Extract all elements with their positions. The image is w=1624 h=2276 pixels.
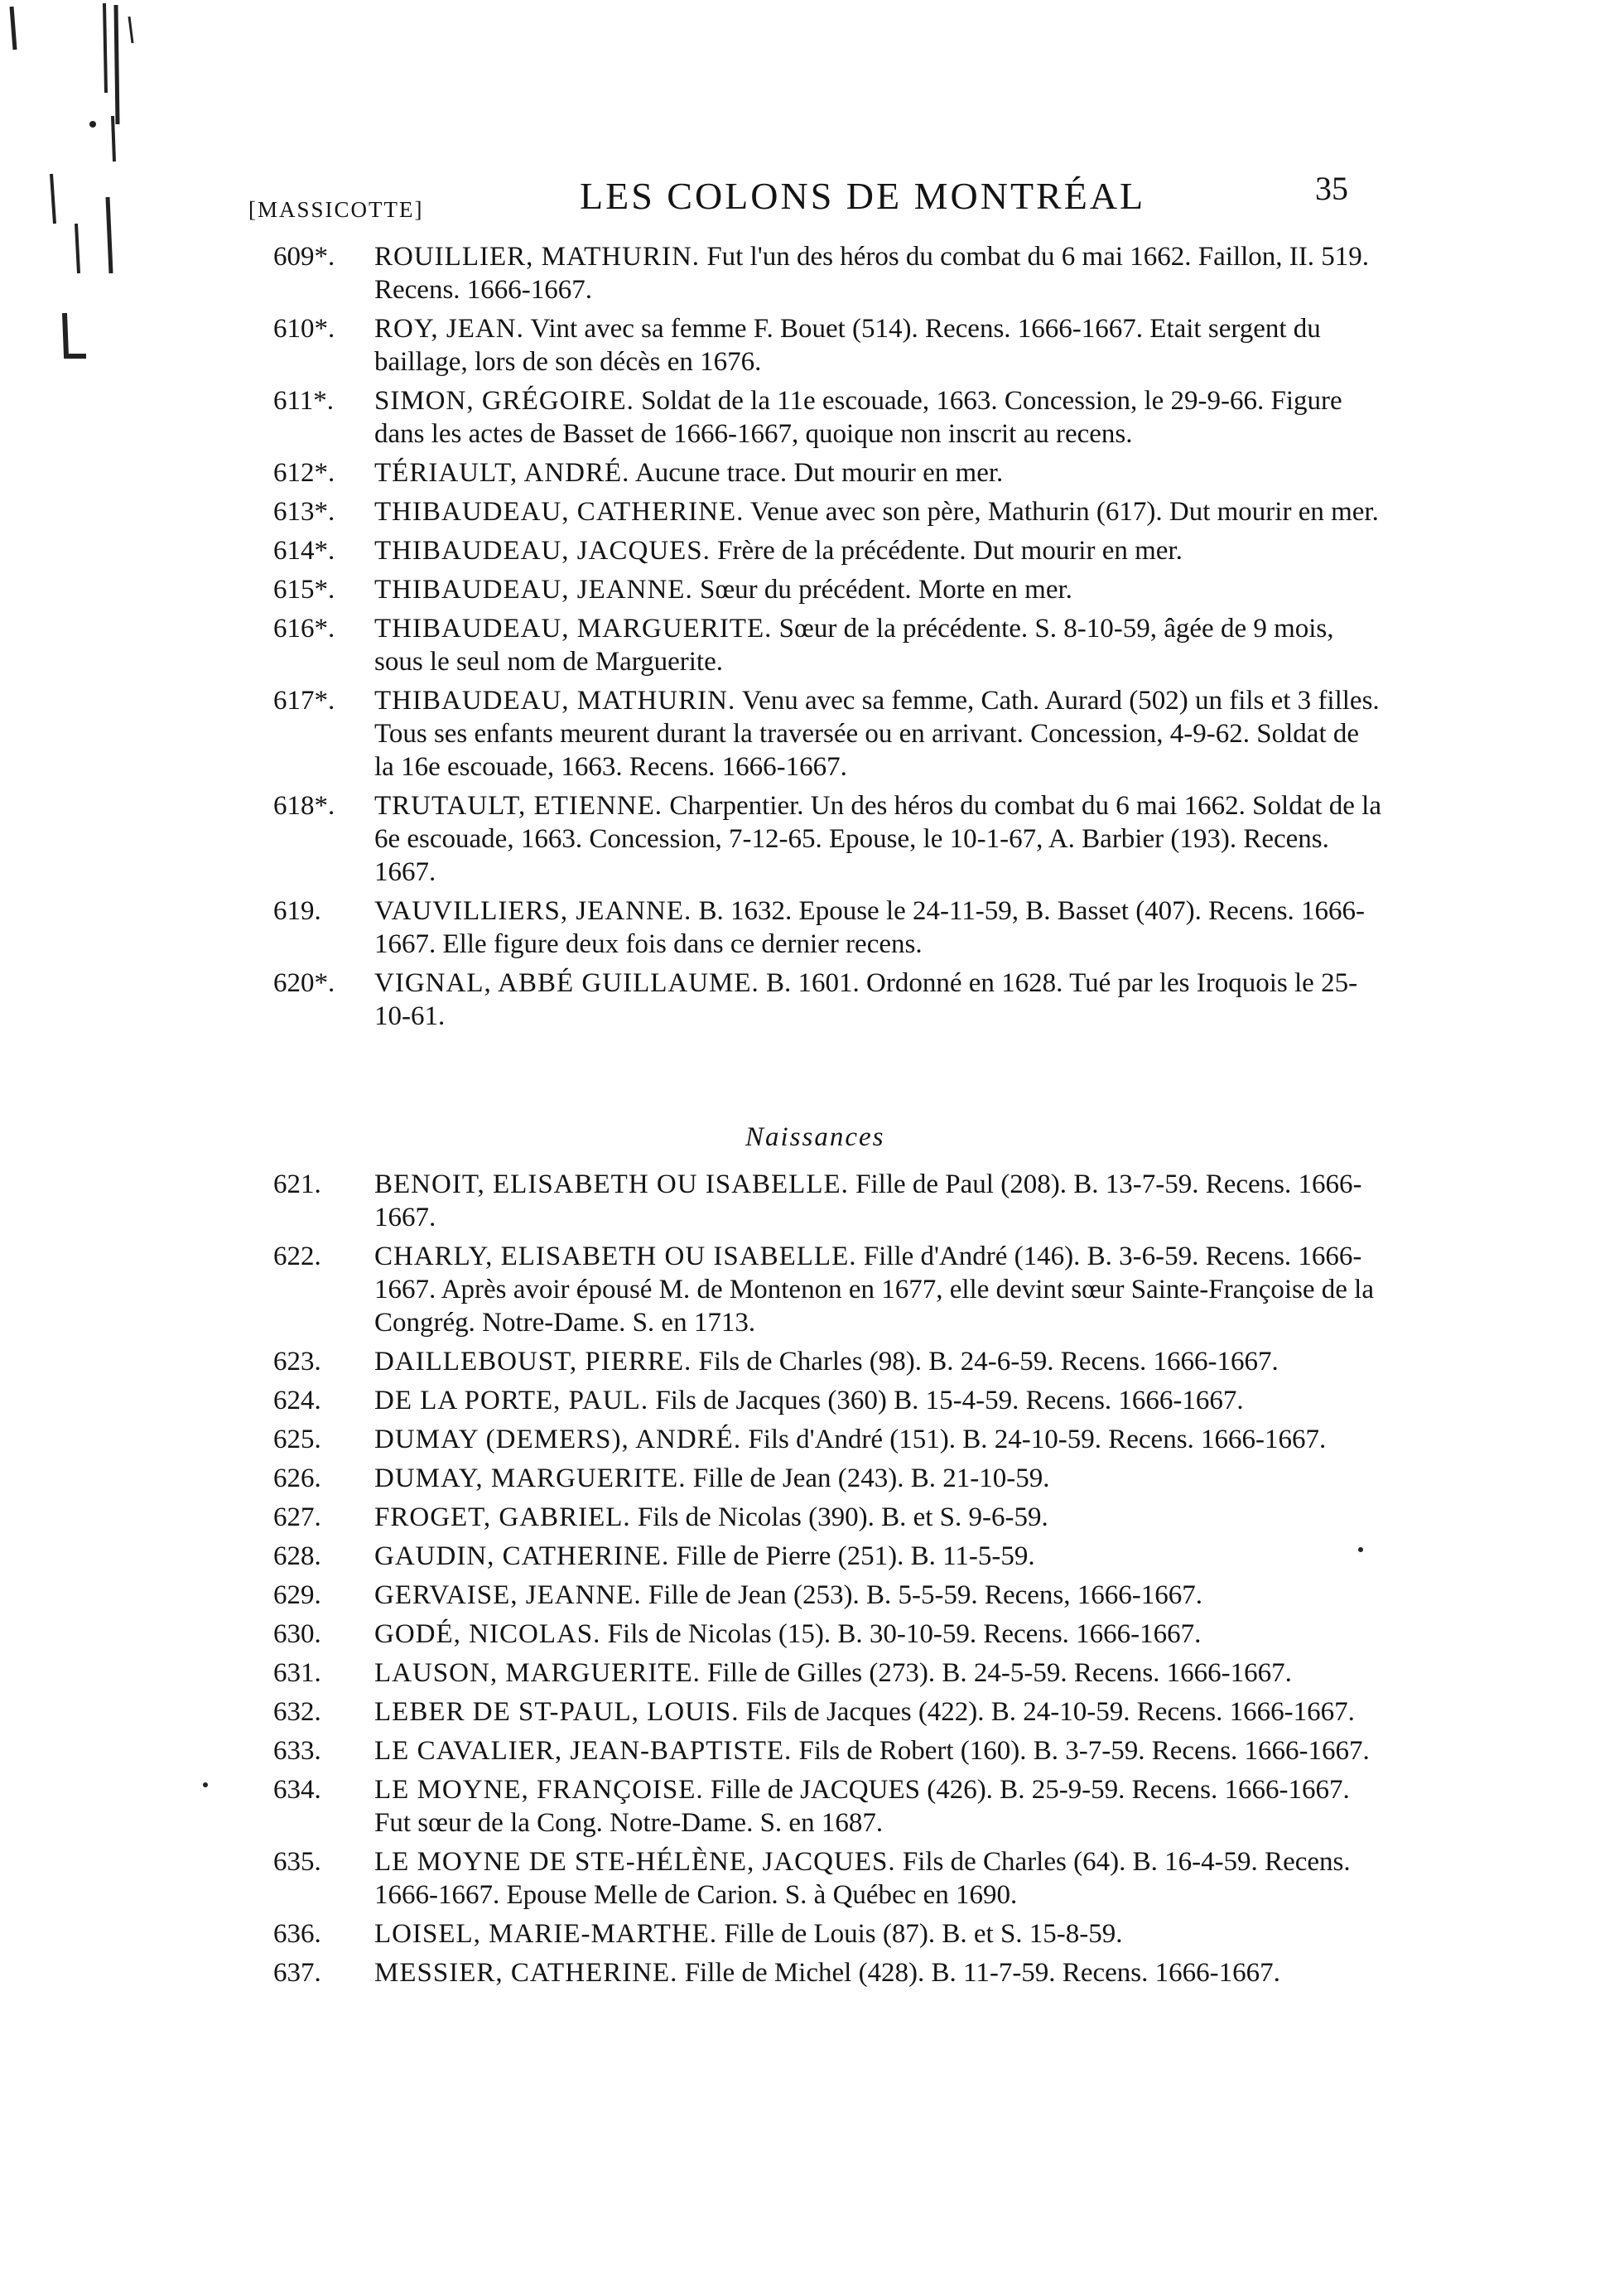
entry-text: Fille de Louis (87). B. et S. 15-8-59. [724, 1919, 1123, 1949]
entry-text: Fille de Gilles (273). B. 24-5-59. Recens. 1666-1667. [707, 1658, 1292, 1688]
entry-text: Fille d'André (146). B. 3-6-59. Recens. 1666-1667. Après avoir épousé M. de Montenon en 1677, elle devint sœur Sainte-Françoise de la Congrég. Notre-Dame. S. en 1713. [374, 1242, 1374, 1338]
entry-text: Fille de Michel (428). B. 11-7-59. Recens. 1666-1667. [684, 1958, 1280, 1988]
entry-number: 615*. [273, 575, 335, 605]
list-item [273, 1240, 1383, 1339]
entry-number: 635. [273, 1847, 321, 1877]
entry-name: GODÉ, NICOLAS. [374, 1619, 601, 1649]
list-item [273, 1734, 1383, 1767]
entry-text: Vint avec sa femme F. Bouet (514). Recens. 1666-1667. Etait sergent du baillage, lors de son décès en 1676. [374, 314, 1321, 377]
entry-name: GAUDIN, CATHERINE. [374, 1541, 670, 1571]
entry-text: Frère de la précédente. Dut mourir en mer. [717, 536, 1183, 566]
list-item [273, 1462, 1383, 1495]
list-item [273, 1579, 1383, 1612]
entry-name: BENOIT, ELISABETH OU ISABELLE. [374, 1169, 849, 1199]
entry-name: DUMAY, MARGUERITE. [374, 1463, 687, 1493]
entry-name: THIBAUDEAU, MARGUERITE. [374, 614, 773, 644]
entry-name: LE MOYNE DE STE-HÉLÈNE, JACQUES. [374, 1847, 896, 1877]
list-item [273, 1917, 1383, 1951]
entry-number: 623. [273, 1347, 321, 1377]
list-item [273, 1423, 1383, 1456]
entry-text: Venue avec son père, Mathurin (617). Dut mourir en mer. [750, 497, 1379, 527]
list-item [273, 894, 1383, 961]
list-item [273, 1501, 1383, 1534]
list-item [273, 384, 1383, 451]
entry-name: TÉRIAULT, ANDRÉ. [374, 458, 630, 488]
entry-number: 614*. [273, 536, 335, 566]
entry-name: ROY, JEAN. [374, 314, 524, 344]
entry-name: DAILLEBOUST, PIERRE. [374, 1347, 692, 1377]
list-item [273, 1956, 1383, 1989]
entry-list-bottom [273, 1168, 1383, 1995]
entry-text: Fut l'un des héros du combat du 6 mai 1662. Faillon, II. 519. Recens. 1666-1667. [374, 242, 1370, 305]
entry-number: 632. [273, 1697, 321, 1727]
entry-text: Fille de JACQUES (426). B. 25-9-59. Recens. 1666-1667. Fut sœur de la Cong. Notre-Dame. S. en 1687. [374, 1775, 1350, 1838]
entry-number: 634. [273, 1775, 321, 1805]
entry-number: 626. [273, 1463, 321, 1493]
entry-text: B. 1632. Epouse le 24-11-59, B. Basset (407). Recens. 1666-1667. Elle figure deux fois dans ce dernier recens. [374, 896, 1365, 959]
entry-text: Fils de Charles (64). B. 16-4-59. Recens. 1666-1667. Epouse Melle de Carion. S. à Québec en 1690. [374, 1847, 1351, 1910]
entry-number: 624. [273, 1386, 321, 1415]
entry-number: 609*. [273, 242, 335, 272]
entry-number: 630. [273, 1619, 321, 1649]
scan-speck [203, 1782, 208, 1787]
entry-text: Fils de Jacques (422). B. 24-10-59. Recens. 1666-1667. [745, 1697, 1355, 1727]
entry-name: LE MOYNE, FRANÇOISE. [374, 1775, 704, 1805]
entry-text: Sœur de la précédente. S. 8-10-59, âgée de 9 mois, sous le seul nom de Marguerite. [374, 614, 1334, 677]
list-item [273, 495, 1383, 528]
list-item [273, 967, 1383, 1033]
entry-number: 633. [273, 1736, 321, 1766]
entry-name: MESSIER, CATHERINE. [374, 1958, 678, 1988]
list-item [273, 612, 1383, 678]
entry-number: 631. [273, 1658, 321, 1688]
entry-name: VIGNAL, ABBÉ GUILLAUME. [374, 968, 759, 998]
entry-name: DE LA PORTE, PAUL. [374, 1386, 649, 1415]
list-item [273, 1345, 1383, 1378]
entry-text: Fils de Nicolas (15). B. 30-10-59. Recens. 1666-1667. [607, 1619, 1202, 1649]
list-item [273, 573, 1383, 606]
entry-name: ROUILLIER, MATHURIN. [374, 242, 701, 272]
entry-text: Fils de Robert (160). B. 3-7-59. Recens. 1666-1667. [798, 1736, 1370, 1766]
entry-text: Fils de Charles (98). B. 24-6-59. Recens. 1666-1667. [698, 1347, 1279, 1377]
entry-number: 620*. [273, 968, 335, 998]
entry-number: 617*. [273, 686, 335, 716]
entry-name: CHARLY, ELISABETH OU ISABELLE. [374, 1242, 857, 1271]
entry-text: Fils d'André (151). B. 24-10-59. Recens. 1666-1667. [748, 1425, 1327, 1454]
list-item [273, 1695, 1383, 1729]
entry-number: 619. [273, 896, 321, 926]
entry-name: LAUSON, MARGUERITE. [374, 1658, 701, 1688]
list-item [273, 456, 1383, 489]
list-item [273, 1656, 1383, 1690]
entry-number: 612*. [273, 458, 335, 488]
entry-name: LOISEL, MARIE-MARTHE. [374, 1919, 718, 1949]
list-item [273, 1618, 1383, 1651]
entry-name: FROGET, GABRIEL. [374, 1502, 631, 1532]
list-item [273, 1540, 1383, 1573]
entry-name: LE CAVALIER, JEAN-BAPTISTE. [374, 1736, 793, 1766]
list-item [273, 1168, 1383, 1234]
margin-scan-marks [0, 0, 157, 389]
entry-number: 627. [273, 1502, 321, 1532]
list-item [273, 1773, 1383, 1840]
entry-name: THIBAUDEAU, JEANNE. [374, 575, 693, 605]
author-tag: [MASSICOTTE] [248, 197, 424, 222]
entry-number: 610*. [273, 314, 335, 344]
entry-number: 618*. [273, 791, 335, 821]
section-title: Naissances [745, 1122, 885, 1152]
entry-number: 613*. [273, 497, 335, 527]
entry-text: B. 1601. Ordonné en 1628. Tué par les Iroquois le 25-10-61. [374, 968, 1358, 1031]
list-item [273, 684, 1383, 784]
entry-number: 611*. [273, 386, 335, 416]
running-title: LES COLONS DE MONTRÉAL [580, 175, 1146, 217]
entry-text: Charpentier. Un des héros du combat du 6 mai 1662. Soldat de la 6e escouade, 1663. Concession, 7-12-65. Epouse, le 10-1-67, A. Barbier (193). Recens. 1667. [374, 791, 1381, 887]
entry-text: Fille de Paul (208). B. 13-7-59. Recens. 1666-1667. [374, 1169, 1362, 1232]
entry-list-top [273, 240, 1383, 1039]
entry-number: 625. [273, 1425, 321, 1454]
entry-text: Fille de Jean (253). B. 5-5-59. Recens, 1666-1667. [648, 1580, 1202, 1610]
entry-text: Aucune trace. Dut mourir en mer. [634, 458, 1004, 488]
page-number: 35 [1315, 170, 1348, 207]
entry-number: 628. [273, 1541, 321, 1571]
entry-text: Soldat de la 11e escouade, 1663. Concession, le 29-9-66. Figure dans les actes de Basset de 1666-1667, quoique non inscrit au recens. [374, 386, 1342, 449]
entry-name: SIMON, GRÉGOIRE. [374, 386, 634, 416]
list-item [273, 1845, 1383, 1912]
entry-name: GERVAISE, JEANNE. [374, 1580, 642, 1610]
list-item [273, 789, 1383, 889]
list-item [273, 312, 1383, 379]
entry-number: 621. [273, 1169, 321, 1199]
entry-name: THIBAUDEAU, MATHURIN. [374, 686, 736, 716]
entry-text: Fils de Jacques (360) B. 15-4-59. Recens. 1666-1667. [655, 1386, 1244, 1415]
entry-number: 636. [273, 1919, 321, 1949]
entry-number: 629. [273, 1580, 321, 1610]
entry-number: 622. [273, 1242, 321, 1271]
entry-text: Sœur du précédent. Morte en mer. [699, 575, 1072, 605]
page-header [248, 169, 1383, 222]
entry-name: THIBAUDEAU, CATHERINE. [374, 497, 745, 527]
list-item [273, 1384, 1383, 1417]
entry-name: THIBAUDEAU, JACQUES. [374, 536, 711, 566]
entry-name: LEBER DE ST-PAUL, LOUIS. [374, 1697, 740, 1727]
entry-name: DUMAY (DEMERS), ANDRÉ. [374, 1425, 742, 1454]
list-item [273, 534, 1383, 567]
entry-text: Fils de Nicolas (390). B. et S. 9-6-59. [637, 1502, 1048, 1532]
entry-text: Fille de Pierre (251). B. 11-5-59. [676, 1541, 1035, 1571]
entry-number: 616*. [273, 614, 335, 644]
entry-number: 637. [273, 1958, 321, 1988]
entry-text: Fille de Jean (243). B. 21-10-59. [692, 1463, 1050, 1493]
entry-name: TRUTAULT, ETIENNE. [374, 791, 663, 821]
entry-name: VAUVILLIERS, JEANNE. [374, 896, 692, 926]
entry-text: Venu avec sa femme, Cath. Aurard (502) un fils et 3 filles. Tous ses enfants meurent durant la traversée ou en arrivant. Concession, 4-9-62. Soldat de la 16e escouade, 1663. Recens. 1666-1667. [374, 686, 1380, 782]
list-item [273, 240, 1383, 306]
